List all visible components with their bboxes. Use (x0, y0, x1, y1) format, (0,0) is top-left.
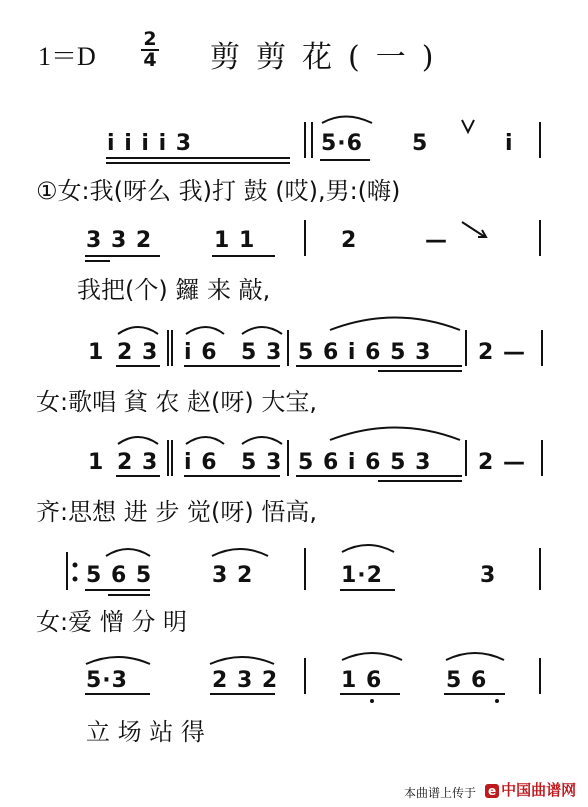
lyric-line: 我把(个) 鑼 来 敲, (77, 276, 271, 304)
note-group: — (425, 228, 448, 253)
slur (186, 327, 224, 334)
time-signature-bottom: 4 (143, 49, 157, 71)
note-group: 5 (412, 131, 429, 156)
note-group: i 6 (184, 450, 218, 475)
lyric-line: 女:歌唱 貧 农 赵(呀) 大宝, (36, 388, 317, 416)
slur (212, 549, 268, 556)
octave-dot (495, 699, 499, 703)
note-group: 2 — (478, 450, 526, 475)
note-group: 3 2 (212, 563, 254, 588)
slur (118, 437, 158, 444)
note-group: 5 6 (446, 668, 488, 693)
note-group: 5 6 i 6 5 3 (298, 450, 432, 475)
site-logo[interactable] (485, 779, 576, 800)
note-group: 1 (88, 340, 105, 365)
slur (446, 653, 504, 660)
slur (342, 653, 402, 660)
slur (330, 318, 460, 331)
note-group: i 6 (184, 340, 218, 365)
note-group: 2 3 (117, 340, 159, 365)
logo-text: 中国曲谱网 (501, 781, 577, 799)
note-group: 5·6 (321, 131, 363, 156)
note-group: 5 6 i 6 5 3 (298, 340, 432, 365)
slur (106, 549, 150, 556)
note-group: 1 1 (214, 228, 256, 253)
lyric-line: 齐:思想 进 步 觉(呀) 悟高, (36, 498, 317, 526)
lyric-line: 女:爱 憎 分 明 (36, 608, 187, 636)
slur (330, 428, 460, 441)
note-group: 3 3 2 (86, 228, 153, 253)
note-group: 1·2 (341, 563, 383, 588)
note-group: 5 3 (241, 340, 283, 365)
song-title: 剪剪花(一) (210, 40, 450, 75)
note-group: 2 3 2 (212, 668, 279, 693)
note-group: 5 6 5 (86, 563, 153, 588)
breath-mark (462, 120, 474, 132)
note-group: 2 (341, 228, 358, 253)
slur (186, 437, 224, 444)
slur (242, 327, 282, 334)
slur (322, 117, 372, 124)
note-group: 2 — (478, 340, 526, 365)
slur (86, 657, 150, 664)
time-signature-top: 2 (141, 30, 159, 51)
octave-dot (370, 699, 374, 703)
note-group: 1 6 (341, 668, 383, 693)
repeat-dot (73, 577, 78, 582)
key-signature: 1＝D (38, 42, 96, 71)
note-group: 5 3 (241, 450, 283, 475)
footer-text: 本曲谱上传于 (404, 786, 477, 800)
glide-arrow (462, 222, 486, 237)
lyric-line: ①女:我(呀么 我)打 鼓 (哎),男:(嗨) (36, 177, 401, 205)
note-group: 2 3 (117, 450, 159, 475)
note-group: i i i i 3 (107, 131, 193, 156)
repeat-dot (73, 563, 78, 568)
slur (210, 657, 274, 664)
note-group: 1 (88, 450, 105, 475)
note-group: 5·3 (86, 668, 128, 693)
slur (242, 437, 282, 444)
slur (342, 545, 394, 552)
note-group: i (505, 131, 514, 156)
note-group: 3 (480, 563, 497, 588)
slur (118, 327, 158, 334)
logo-mark-icon: e (485, 784, 499, 798)
lyric-line: 立 场 站 得 (86, 718, 205, 746)
